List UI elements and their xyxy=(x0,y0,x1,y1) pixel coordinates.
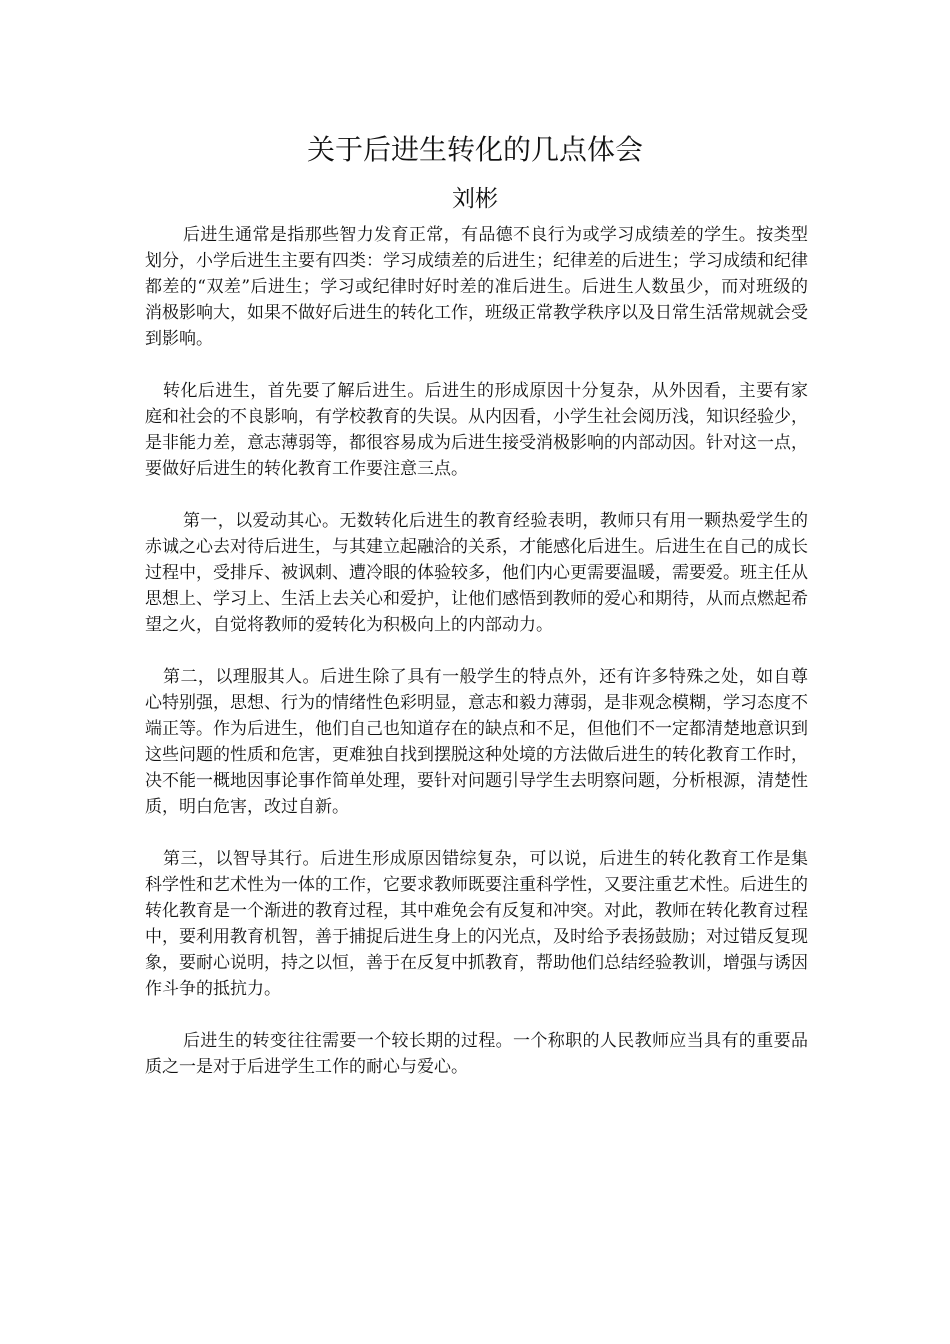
paragraph-point-three: 第三，以智导其行。后进生形成原因错综复杂，可以说，后进生的转化教育工作是集科学性和艺术性为一体的工作，它要求教师既要注重科学性，又要注重艺术性。后进生的转化教育是一个渐进的教育过程，其中难免会有反复和冲突。对此，教师在转化教育过程中，要利用教育机智，善于捕捉后进生身上的闪光点，及时给予表扬鼓励；对过错反复现象，要耐心说明，持之以恒，善于在反复中抓教育，帮助他们总结经验教训，增强与诱因作斗争的抵抗力。 xyxy=(145,849,808,999)
paragraph-conclusion: 后进生的转变往往需要一个较长期的过程。一个称职的人民教师应当具有的重要品质之一是对于后进学生工作的耐心与爱心。 xyxy=(145,1031,808,1077)
paragraph-point-one: 第一，以爱动其心。无数转化后进生的教育经验表明，教师只有用一颗热爱学生的赤诚之心去对待后进生，与其建立起融洽的关系，才能感化后进生。后进生在自己的成长过程中，受排斥、被讽刺、遭冷眼的体验较多，他们内心更需要温暖，需要爱。班主任从思想上、学习上、生活上去关心和爱护，让他们感悟到教师的爱心和期待，从而点燃起希望之火，自觉将教师的爱转化为积极向上的内部动力。 xyxy=(145,511,808,635)
paragraph-causes: 转化后进生，首先要了解后进生。后进生的形成原因十分复杂，从外因看，主要有家庭和社会的不良影响，有学校教育的失误。从内因看，小学生社会阅历浅，知识经验少，是非能力差，意志薄弱等，都很容易成为后进生接受消极影响的内部动因。针对这一点，要做好后进生的转化教育工作要注意三点。 xyxy=(145,381,808,479)
document-body xyxy=(145,222,808,1106)
document-title: 关于后进生转化的几点体会 xyxy=(306,133,643,166)
paragraph-point-two: 第二，以理服其人。后进生除了具有一般学生的特点外，还有许多特殊之处，如自尊心特别强，思想、行为的情绪性色彩明显，意志和毅力薄弱，是非观念模糊，学习态度不端正等。作为后进生，他们自己也知道存在的缺点和不足，但他们不一定都清楚地意识到这些问题的性质和危害，更难独自找到摆脱这种处境的方法做后进生的转化教育工作时，决不能一概地因事论事作简单处理，要针对问题引导学生去明察问题，分析根源，清楚性质，明白危害，改过自新。 xyxy=(145,667,808,817)
document-author: 刘彬 xyxy=(452,186,498,212)
paragraph-intro: 后进生通常是指那些智力发育正常，有品德不良行为或学习成绩差的学生。按类型划分，小学后进生主要有四类：学习成绩差的后进生；纪律差的后进生；学习成绩和纪律都差的“双差”后进生；学习或纪律时好时差的准后进生。后进生人数虽少，而对班级的消极影响大，如果不做好后进生的转化工作，班级正常教学秩序以及日常生活常规就会受到影响。 xyxy=(145,225,808,349)
